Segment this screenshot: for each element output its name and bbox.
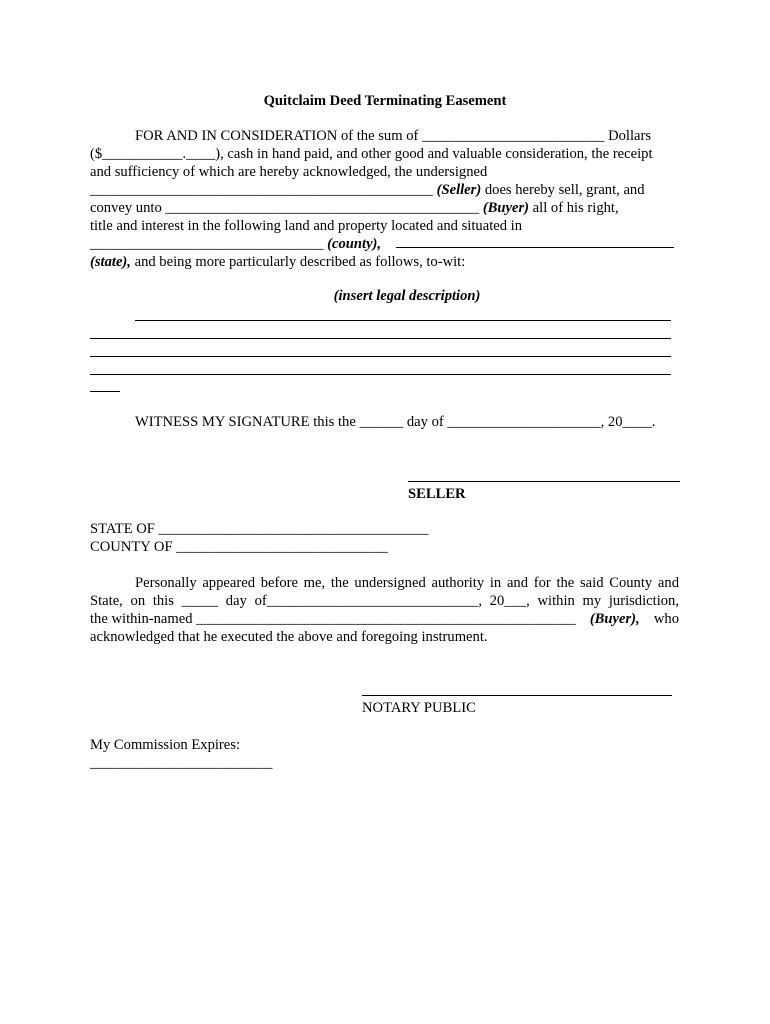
consideration-line-1: FOR AND IN CONSIDERATION of the sum of _________________________ Dollars xyxy=(135,128,652,144)
buyer-label: (Buyer) xyxy=(482,200,530,216)
document-title: Quitclaim Deed Terminating Easement xyxy=(263,93,507,109)
ack-line-4: acknowledged that he executed the above and foregoing instrument. xyxy=(90,629,488,645)
legal-description-rule-3[interactable] xyxy=(90,356,671,357)
legal-description-rule-5[interactable] xyxy=(90,391,120,392)
within-named-blank[interactable]: the within-named ____________________________________________________ xyxy=(90,611,576,627)
ack-buyer-label: (Buyer), xyxy=(589,611,640,627)
location-line: title and interest in the following land and property located and situated in xyxy=(90,218,523,234)
ack-line-2: State, on this _____ day of_____________________________, 20___, within my jurisdiction, xyxy=(90,593,679,609)
county-blank[interactable]: ________________________________ xyxy=(90,236,328,252)
legal-description-rule-2[interactable] xyxy=(90,338,671,339)
notary-label: NOTARY PUBLIC xyxy=(362,700,476,716)
buyer-line xyxy=(90,199,619,217)
buyer-name-blank[interactable]: convey unto ___________________________________________ xyxy=(90,200,483,216)
witness-line: WITNESS MY SIGNATURE this the ______ day of _____________________, 20____. xyxy=(135,414,656,430)
state-line-rest: and being more particularly described as follows, to-wit: xyxy=(130,254,466,270)
county-label: (county), xyxy=(327,236,382,252)
county-line xyxy=(90,235,381,253)
ack-line-3-rest: who xyxy=(653,611,679,627)
consideration-line-3: and sufficiency of which are hereby acknowledged, the undersigned xyxy=(90,164,488,180)
state-of-line[interactable]: STATE OF _____________________________________ xyxy=(90,521,429,537)
legal-description-rule-1[interactable] xyxy=(135,320,671,321)
notary-signature-line[interactable] xyxy=(362,695,672,696)
state-line xyxy=(90,253,465,271)
ack-line-1: Personally appeared before me, the undersigned authority in and for the said County and xyxy=(135,575,679,591)
seller-name-blank[interactable]: _______________________________________________ xyxy=(90,182,433,198)
seller-signature-label: SELLER xyxy=(408,486,466,502)
seller-line xyxy=(90,181,645,199)
seller-label: (Seller) xyxy=(436,182,482,198)
consideration-line-2: ($___________.____), cash in hand paid, and other good and valuable consideration, the receipt xyxy=(90,146,653,162)
seller-line-rest: does hereby sell, grant, and xyxy=(481,182,645,198)
county-of-line[interactable]: COUNTY OF _____________________________ xyxy=(90,539,388,555)
legal-description-rule-4[interactable] xyxy=(90,374,671,375)
buyer-line-rest: all of his right, xyxy=(529,200,619,216)
legal-description-label: (insert legal description) xyxy=(333,288,481,304)
state-blank-rule[interactable] xyxy=(396,247,674,248)
commission-blank[interactable]: _________________________ xyxy=(90,755,273,771)
seller-signature-line[interactable] xyxy=(408,481,680,482)
commission-label: My Commission Expires: xyxy=(90,737,240,753)
state-label: (state), xyxy=(90,254,131,270)
ack-line-3 xyxy=(90,610,679,628)
